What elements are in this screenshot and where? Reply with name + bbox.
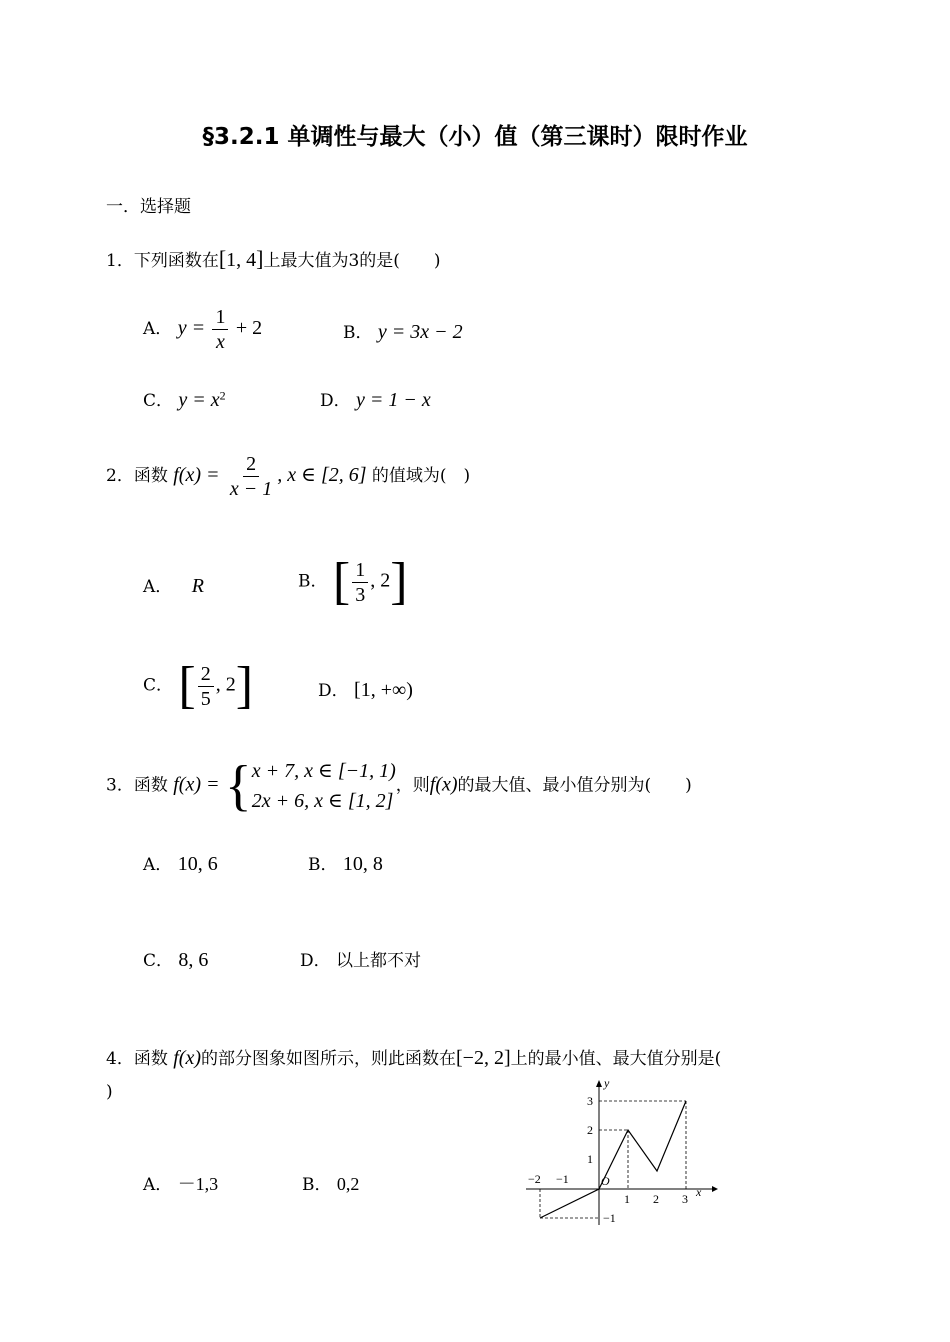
x-axis-arrow [712, 1186, 718, 1192]
q4-option-a[interactable]: A． －1,3 [143, 1174, 219, 1195]
origin-label: O [601, 1174, 610, 1188]
y-tick-2: 2 [587, 1123, 593, 1137]
x-tick-neg2: −2 [528, 1172, 541, 1186]
q4-option-b[interactable]: B． 0,2 [302, 1174, 360, 1195]
x-tick-neg1: −1 [556, 1172, 569, 1186]
q2-option-c[interactable]: C． [ $\frac{2}{5}$ , 2] [143, 657, 254, 714]
q2-option-d[interactable]: D． [1, +∞) [318, 679, 413, 701]
q1-number: 1． [106, 251, 134, 271]
question-2: 2．函数 f(x) = $\frac{2}{x - 1}$ , x ∈ [2, 6] 的值域为( ) [106, 453, 471, 500]
q3-option-a[interactable]: A． 10, 6 [143, 853, 218, 875]
question-3: 3．函数 f(x) = { x + 7, x ∈ [−1, 1) 2x + 6, x ∈ [1, 2] ，则f(x)的最大值、最小值分别为( ) [106, 755, 692, 817]
q1-option-a[interactable]: A． y = $\frac{1}{x}$ + 2 [143, 306, 263, 353]
q1-text-pre: 下列函数在 [133, 251, 219, 271]
q3-option-d[interactable]: D． 以上都不对 [300, 951, 422, 971]
q4-function-graph [520, 1075, 720, 1230]
y-axis-label: y [604, 1076, 610, 1090]
question-4: 4．函数 f(x)的部分图象如图所示，则此函数在[−2, 2]上的最小值、最大值分别是( [106, 1047, 722, 1069]
y-axis-arrow [596, 1080, 602, 1087]
question-1: 1．下列函数在[1, 4]上最大值为3的是( ) [106, 246, 441, 271]
q3-option-c[interactable]: C． 8, 6 [143, 949, 209, 971]
function-curve [540, 1101, 686, 1218]
y-tick-3: 3 [587, 1094, 593, 1108]
x-axis-label: x [696, 1185, 702, 1199]
q1-option-d[interactable]: D． y = 1 − x [320, 389, 431, 411]
q2-option-b[interactable]: B． [ $\frac{1}{3}$ , 2] [298, 553, 408, 610]
section-heading: 一．选择题 [106, 197, 191, 217]
x-tick-1: 1 [624, 1192, 630, 1206]
q1-interval: 1, 4 [226, 249, 257, 271]
q1-text-post: 上最大值为3的是( ) [263, 251, 441, 271]
q2-option-a[interactable]: A． R [143, 575, 204, 597]
q1-option-b[interactable]: B． y = 3x − 2 [343, 321, 463, 343]
page-title: §3.2.1 单调性与最大（小）值（第三课时）限时作业 [202, 124, 748, 150]
q3-option-b[interactable]: B． 10, 8 [308, 853, 383, 875]
y-tick-neg1: −1 [603, 1211, 616, 1225]
question-4-wrap: ) [106, 1082, 113, 1102]
y-tick-1: 1 [587, 1152, 593, 1166]
x-tick-3: 3 [682, 1192, 688, 1206]
q1-option-c[interactable]: C． $y = x^2$ [143, 388, 226, 411]
x-tick-2: 2 [653, 1192, 659, 1206]
